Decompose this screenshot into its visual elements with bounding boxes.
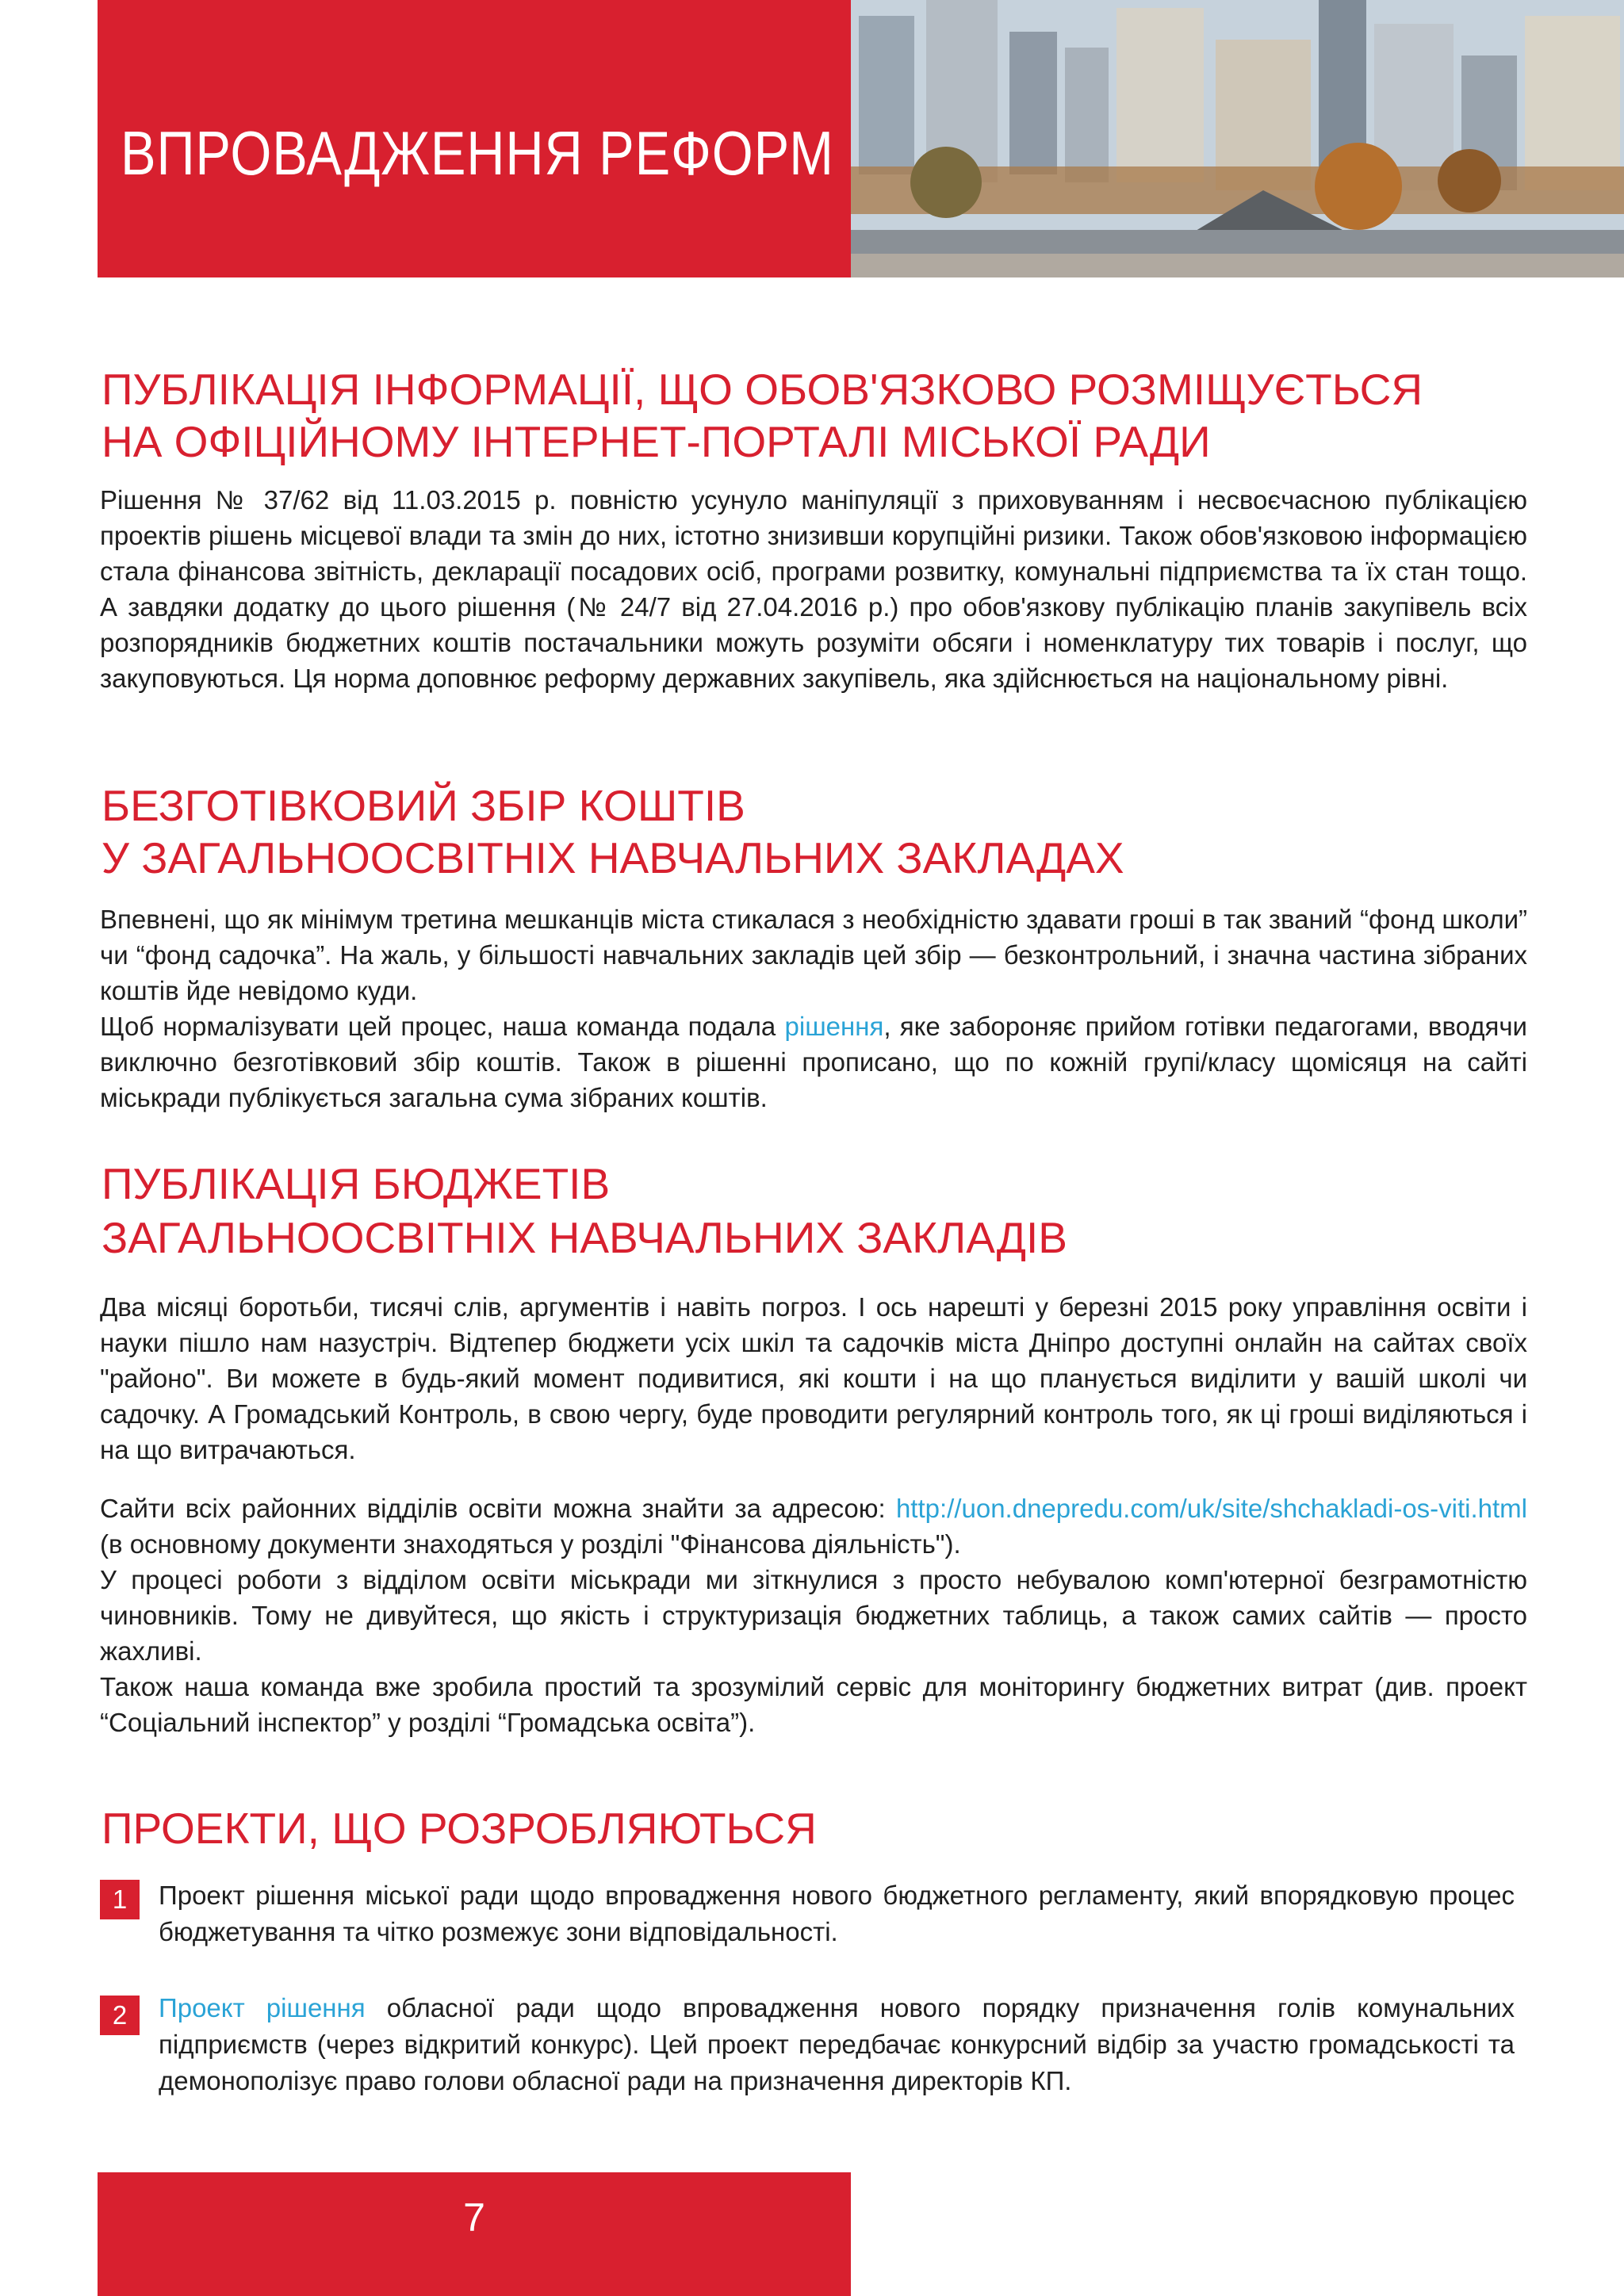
paragraph-text: (в основному документи знаходяться у розділі "Фінансова діяльність"). (100, 1529, 961, 1559)
section-paragraph-budgets-intro: Два місяці боротьби, тисячі слів, аргументів і навіть погроз. І ось нарешті у березні 2015 року управління освіти і науки пішло нам назустріч. Відтепер бюджети усіх шкіл та садочків міста Дніпро доступні онлайн на сайтах своїх "районо". Ви можете в будь-який момент подивитися, які кошти і на що планується виділити у вашій школі чи садочку. А Громадський Контроль, в свою чергу, буде проводити регулярний контроль того, як ці гроші виділяються і на що витрачаються. (100, 1292, 1527, 1464)
section-paragraph-cashless-intro: Впевнені, що як мінімум третина мешканців міста стикалася з необхідністю здавати гроші в так званий “фонд школи” чи “фонд садочка”. На жаль, у більшості навчальних закладів цей збір — безконтрольний, і значна частина зібраних коштів йде невідомо куди. (100, 905, 1527, 1005)
section-paragraph-budgets-service: Також наша команда вже зробила простий та зрозумілий сервіс для моніторингу бюджетних витрат (див. проект “Соціальний інспектор” у розділі “Громадська освіта”). (100, 1672, 1527, 1737)
list-item-text: обласної ради щодо впровадження нового порядку призначення голів комунальних підприємств (через відкритий конкурс). Цей проект передбачає конкурсний відбір за участю громадськості та демонополізує право голови обласної ради на призначення директорів КП. (159, 1993, 1515, 2095)
list-item-text: Проект рішення міської ради щодо впровадження нового бюджетного регламенту, який впорядковую процес бюджетування та чітко розмежує зони відповідальності. (159, 1881, 1515, 1946)
section-title-school-budgets-line2: ЗАГАЛЬНООСВІТНІХ НАВЧАЛЬНИХ ЗАКЛАДІВ (102, 1213, 1067, 1262)
list-item-number-badge: 2 (100, 1996, 140, 2035)
page-number: 7 (463, 2195, 485, 2240)
page-title: ВПРОВАДЖЕННЯ РЕФОРМ (121, 118, 834, 188)
city-skyline-image (851, 0, 1624, 277)
paragraph-text: Сайти всіх районних відділів освіти можна знайти за адресою: (100, 1494, 896, 1523)
list-item-project-2 (159, 1990, 1515, 2099)
decision-link[interactable]: рішення (784, 1012, 884, 1041)
section-title-cashless-collection: БЕЗГОТІВКОВИЙ ЗБІР КОШТІВ (102, 781, 745, 830)
education-sites-link[interactable]: http://uon.dnepredu.com/uk/site/shchakladi-os-viti.html (895, 1494, 1527, 1523)
section-title-publication-info: ПУБЛІКАЦІЯ ІНФОРМАЦІЇ, ЩО ОБОВ'ЯЗКОВО РОЗМІЩУЄТЬСЯ (102, 365, 1423, 414)
section-paragraph-budgets-sites (100, 1490, 1527, 1562)
section-paragraph-budgets-illiteracy: У процесі роботи з відділом освіти міськради ми зіткнулися з просто небувалою комп'ютерної безграмотністю чиновників. Тому не дивуйтеся, що якість і структуризація бюджетних таблиць, а також самих сайтів — просто жахливі. (100, 1565, 1527, 1666)
section-paragraph-cashless-decision (100, 1008, 1527, 1115)
section-title-school-budgets: ПУБЛІКАЦІЯ БЮДЖЕТІВ (102, 1159, 611, 1208)
list-item-number-badge: 1 (100, 1880, 140, 1919)
paragraph-text: , яке забороняє прийом готівки педагогами, вводячи виключно безготівковий збір коштів. Також в рішенні прописано, що по кожній групі/класу щомісяця на сайті міськради публікується загальна сума зібраних коштів. (100, 1012, 1527, 1112)
header-city-photo (851, 0, 1624, 277)
section-title-cashless-collection-line2: У ЗАГАЛЬНООСВІТНІХ НАВЧАЛЬНИХ ЗАКЛАДАХ (102, 833, 1124, 882)
paragraph-text: Щоб нормалізувати цей процес, наша команда подала (100, 1012, 785, 1041)
section-paragraph-publication-info: Рішення № 37/62 від 11.03.2015 р. повністю усунуло маніпуляції з приховуванням і несвоєчасною публікацією проектів рішень місцевої влади та змін до них, істотно знизивши корупційні ризики. Також обов'язковою інформацією стала фінансова звітність, декларації посадових осіб, програми розвитку, комунальні підприємства та їх стан тощо. А завдяки додатку до цього рішення (№ 24/7 від 27.04.2016 р.) про обов'язкову публікацію планів закупівель всіх розпорядників бюджетних коштів постачальники можуть розуміти обсяги і номенклатуру тих товарів і послуг, що закуповуються. Ця норма доповнює реформу державних закупівель, яка здійснюється на національному рівні. (100, 485, 1527, 693)
section-title-projects-in-progress: ПРОЕКТИ, ЩО РОЗРОБЛЯЮТЬСЯ (102, 1804, 817, 1853)
section-title-publication-info-line2: НА ОФІЦІЙНОМУ ІНТЕРНЕТ-ПОРТАЛІ МІСЬКОЇ РАДИ (102, 417, 1211, 466)
project-decision-link[interactable]: Проект рішення (159, 1993, 366, 2022)
list-item-project-1 (159, 1877, 1515, 1950)
